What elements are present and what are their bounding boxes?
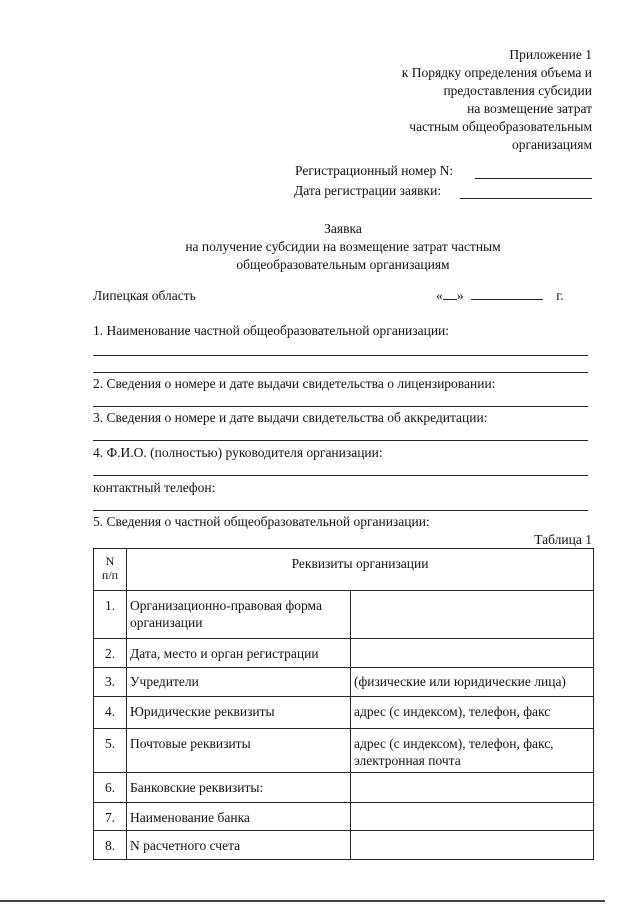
section-4-field[interactable] (93, 475, 588, 476)
row-value[interactable]: адрес (с индексом), телефон, факс, электронная почта (351, 729, 594, 773)
table-row (94, 729, 594, 773)
header-number-line: N (105, 554, 115, 568)
row-value[interactable]: (физические или юридические лица) (351, 668, 594, 697)
date-quote-close: » (456, 288, 464, 303)
row-number: 7. (94, 803, 127, 831)
registration-number-label: Регистрационный номер N: (295, 163, 454, 178)
row-name: Юридические реквизиты (127, 697, 351, 729)
row-name: Банковские реквизиты: (127, 773, 351, 803)
registration-date-row (294, 183, 441, 199)
table-row (94, 773, 594, 803)
month-field[interactable] (471, 299, 543, 300)
table-row (94, 803, 594, 831)
row-number: 8. (94, 831, 127, 860)
phone-field[interactable] (93, 510, 588, 511)
row-number: 6. (94, 773, 127, 803)
table-row (94, 668, 594, 697)
section-3-field[interactable] (93, 440, 588, 441)
registration-date-label: Дата регистрации заявки: (294, 183, 442, 198)
title-line: на получение субсидии на возмещение затрат частным (185, 239, 501, 254)
registration-number-field[interactable] (475, 178, 592, 179)
title-line: общеобразовательным организациям (236, 257, 450, 272)
year-suffix: г. (556, 288, 564, 303)
scan-edge-divider (0, 900, 605, 902)
row-value[interactable] (351, 773, 594, 803)
appendix-line: частным общеобразовательным (409, 119, 592, 134)
row-name: Учредители (127, 668, 351, 697)
date-quote-open: « (436, 288, 443, 303)
table-header-row (94, 549, 594, 591)
date-row (436, 288, 564, 304)
row-name: Организационно-правовая форма организации (127, 591, 351, 639)
table-row (94, 639, 594, 668)
section-3-label: 3. Сведения о номере и дате выдачи свидетельства об аккредитации: (93, 410, 488, 425)
row-number: 3. (94, 668, 127, 697)
header-number-line: п/п (101, 568, 119, 582)
document-title (93, 220, 593, 274)
appendix-title: Приложение 1 (509, 47, 592, 62)
phone-label: контактный телефон: (93, 480, 216, 495)
section-4-label: 4. Ф.И.О. (полностью) руководителя организации: (93, 445, 383, 460)
row-number: 1. (94, 591, 127, 639)
header-title-cell: Реквизиты организации (127, 549, 594, 591)
appendix-block (402, 46, 592, 154)
row-number: 4. (94, 697, 127, 729)
row-value[interactable] (351, 831, 594, 860)
row-value[interactable]: адрес (с индексом), телефон, факс (351, 697, 594, 729)
requisites-table (93, 548, 594, 860)
appendix-line: предоставления субсидии (443, 83, 592, 98)
row-value[interactable] (351, 639, 594, 668)
header-number-cell (94, 549, 127, 591)
section-1-label: 1. Наименование частной общеобразовательной организации: (93, 323, 450, 338)
section-5-label: 5. Сведения о частной общеобразовательной организации: (93, 514, 430, 529)
row-value[interactable] (351, 803, 594, 831)
row-number: 5. (94, 729, 127, 773)
day-field[interactable] (443, 299, 457, 300)
appendix-line: организациям (511, 137, 592, 152)
row-name: Почтовые реквизиты (127, 729, 351, 773)
region-label: Липецкая область (93, 288, 196, 303)
title-line: Заявка (324, 221, 362, 236)
row-name: N расчетного счета (127, 831, 351, 860)
row-name: Дата, место и орган регистрации (127, 639, 351, 668)
section-2-label: 2. Сведения о номере и дате выдачи свидетельства о лицензировании: (93, 376, 496, 391)
section-2-field[interactable] (93, 406, 588, 407)
registration-date-field[interactable] (460, 198, 592, 199)
table-row (94, 831, 594, 860)
table-caption: Таблица 1 (534, 532, 592, 547)
registration-number-row (295, 163, 453, 179)
appendix-line: на возмещение затрат (467, 101, 592, 116)
table-row (94, 591, 594, 639)
section-1-field-2[interactable] (93, 372, 588, 373)
appendix-line: к Порядку определения объема и (401, 65, 592, 80)
row-value[interactable] (351, 591, 594, 639)
row-number: 2. (94, 639, 127, 668)
row-name: Наименование банка (127, 803, 351, 831)
section-1-field[interactable] (93, 355, 588, 356)
table-row (94, 697, 594, 729)
